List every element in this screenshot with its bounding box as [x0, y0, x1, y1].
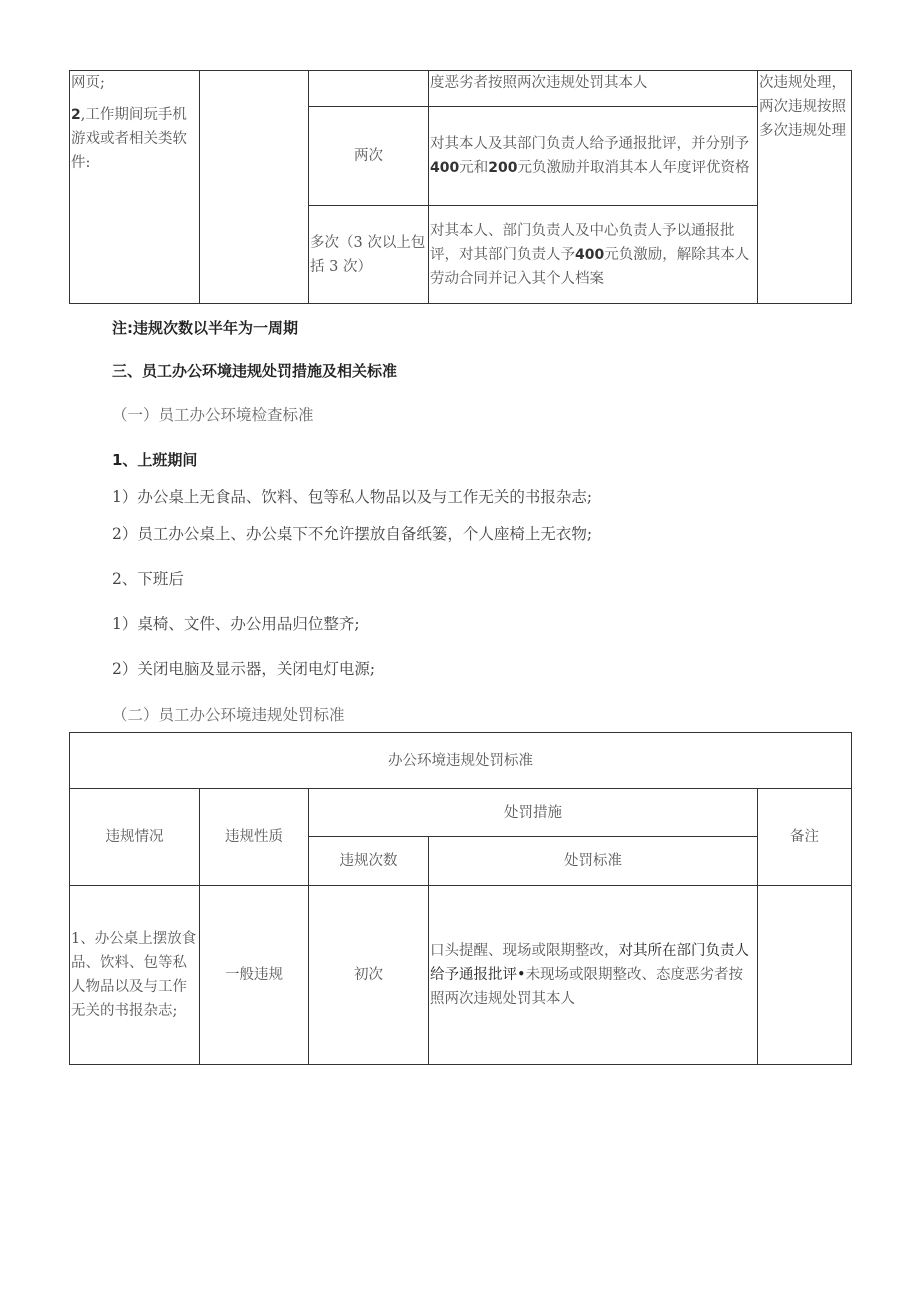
standard-text-a: 口头提醒、现场或限期整改， — [430, 943, 619, 959]
header-measures — [309, 789, 758, 837]
standard-cell-2 — [429, 107, 758, 206]
header-standard — [429, 837, 758, 886]
row-1-count — [309, 886, 429, 1065]
header-nature — [200, 789, 309, 886]
standard-text-b: 未现场或限期整改、态度恶劣者按照两次违规处罚其本人 — [430, 967, 744, 1007]
work-period-title: 1、上班期间 — [112, 451, 198, 469]
work-period-item-1: 1）办公桌上无食品、饮料、包等私人物品以及与工作无关的书报杂志; — [112, 488, 593, 506]
standard-text-bold: 对其所在部门负责人给予通报批评• — [430, 943, 749, 983]
count-cell-twice — [309, 107, 429, 206]
row-1-standard — [429, 886, 758, 1065]
table-title-text: 办公环境违规处罚标准 — [388, 752, 534, 769]
standard-text: 度恶劣者按照两次违规处罚其本人 — [430, 75, 648, 91]
standard-cell-3 — [429, 206, 758, 304]
violation-situation-cell — [70, 71, 200, 304]
amount-1: 400 — [430, 160, 460, 176]
off-work-title: 2、下班后 — [112, 570, 184, 588]
item-number: 2 — [71, 107, 81, 123]
violation-nature-cell — [200, 71, 309, 304]
amount-2: 200 — [488, 160, 518, 176]
standard-cell-1 — [429, 71, 758, 107]
remark-cell — [758, 71, 852, 304]
header-text: 违规次数 — [339, 853, 398, 869]
table-title — [70, 733, 852, 789]
header-text: 备注 — [790, 829, 820, 845]
cycle-note: 注:违规次数以半年为一周期 — [112, 319, 298, 337]
penalty-table-continued — [69, 70, 852, 304]
subsection-2-title: （二）员工办公环境违规处罚标准 — [112, 706, 345, 724]
header-text: 处罚措施 — [504, 804, 562, 821]
standard-text-a: 对其本人、部门负责人及中心负责人予以通报批评，对其部门负责人予 — [430, 222, 735, 263]
header-text: 违规性质 — [225, 829, 283, 845]
row-1-remark — [758, 886, 852, 1065]
cell-text: 一般违规 — [225, 967, 283, 983]
count-cell-empty — [309, 71, 429, 107]
amount: 400 — [575, 246, 605, 263]
situation-item-2 — [71, 103, 197, 175]
standard-text-b: 元和 — [459, 160, 489, 176]
work-period-item-2: 2）员工办公桌上、办公桌下不允许摆放自备纸篓，个人座椅上无衣物; — [112, 525, 593, 543]
off-work-item-1: 1）桌椅、文件、办公用品归位整齐; — [112, 615, 360, 633]
remark-text: 次违规处理，两次违规按照多次违规处理 — [759, 75, 846, 139]
header-remark — [758, 789, 852, 886]
row-1-nature — [200, 886, 309, 1065]
count-text: 多次（3 次以上包括 3 次） — [310, 234, 426, 275]
cell-text: 1、办公桌上摆放食品、饮料、包等私人物品以及与工作无关的书报杂志; — [71, 931, 197, 1019]
header-situation — [70, 789, 200, 886]
standard-text-b: 元负激励，解除其本人劳动合同并记入其个人档案 — [430, 246, 750, 287]
section-3-title: 三、员工办公环境违规处罚措施及相关标准 — [112, 362, 398, 380]
off-work-item-2: 2）关闭电脑及显示器，关闭电灯电源; — [112, 660, 376, 678]
count-text: 两次 — [354, 148, 383, 164]
subsection-1-title: （一）员工办公环境检查标准 — [112, 406, 314, 424]
office-environment-penalty-table — [69, 732, 852, 1065]
cell-text: 初次 — [354, 967, 383, 983]
header-text: 处罚标准 — [564, 853, 622, 869]
situation-line-1: 网页; — [71, 75, 105, 91]
header-text: 违规情况 — [105, 829, 164, 845]
item-text: ,工作期间玩手机游戏或者相关类软件: — [71, 107, 187, 171]
standard-text-c: 元负激励并取消其本人年度评优资格 — [517, 160, 750, 176]
count-cell-multiple — [309, 206, 429, 304]
row-1-situation — [70, 886, 200, 1065]
header-count — [309, 837, 429, 886]
standard-text-a: 对其本人及其部门负责人给予通报批评，并分别予 — [430, 136, 749, 152]
